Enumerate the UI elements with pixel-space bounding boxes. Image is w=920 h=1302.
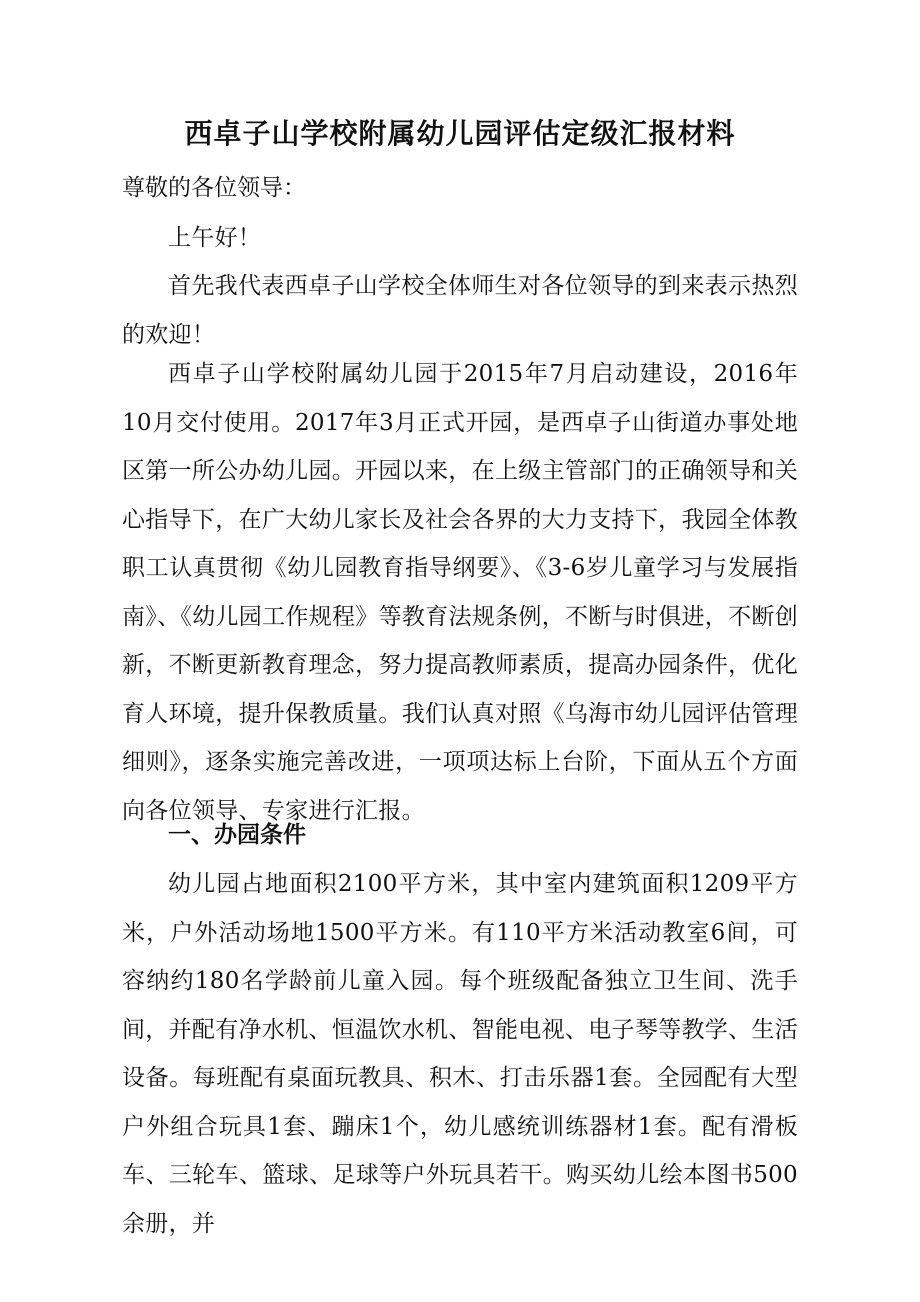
paragraph-welcome: 首先我代表西卓子山学校全体师生对各位领导的到来表示热烈的欢迎！ xyxy=(122,273,798,348)
section-heading: 一、办园条件 xyxy=(168,822,306,848)
paragraph-facilities: 幼儿园占地面积2100平方米，其中室内建筑面积1209平方米，户外活动场地1500平方米。有110平方米活动教室6间，可容纳约180名学龄前儿童入园。每个班级配备独立卫生间、洗手间，并配有净水机、恒温饮水机、智能电视、电子琴等教学、生活设备。每班配有桌面玩教具、积木、打击乐器1套。全园配有大型户外组合玩具1套、蹦床1个，幼儿感统训练器材1套。配有滑板车、三轮车、篮球、足球等户外玩具若干。购买幼儿绘本图书500余册，并 xyxy=(122,871,798,1237)
salutation: 尊敬的各位领导： xyxy=(122,175,306,201)
paragraph-introduction: 西卓子山学校附属幼儿园于2015年7月启动建设，2016年10月交付使用。2017年3月正式开园，是西卓子山街道办事处地区第一所公办幼儿园。开园以来，在上级主管部门的正确领导和关心指导下，在广大幼儿家长及社会各界的大力支持下，我园全体教职工认真贯彻《幼儿园教育指导纲要》、《3-6岁儿童学习与发展指南》、《幼儿园工作规程》等教育法规条例，不断与时俱进，不断创新，不断更新教育理念，努力提高教师素质，提高办园条件，优化育人环境，提升保教质量。我们认真对照《乌海市幼儿园评估管理细则》，逐条实施完善改进，一项项达标上台阶，下面从五个方面向各位领导、专家进行汇报。 xyxy=(122,361,798,824)
greeting: 上午好！ xyxy=(168,225,262,251)
document-title: 西卓子山学校附属幼儿园评估定级汇报材料 xyxy=(184,117,736,150)
